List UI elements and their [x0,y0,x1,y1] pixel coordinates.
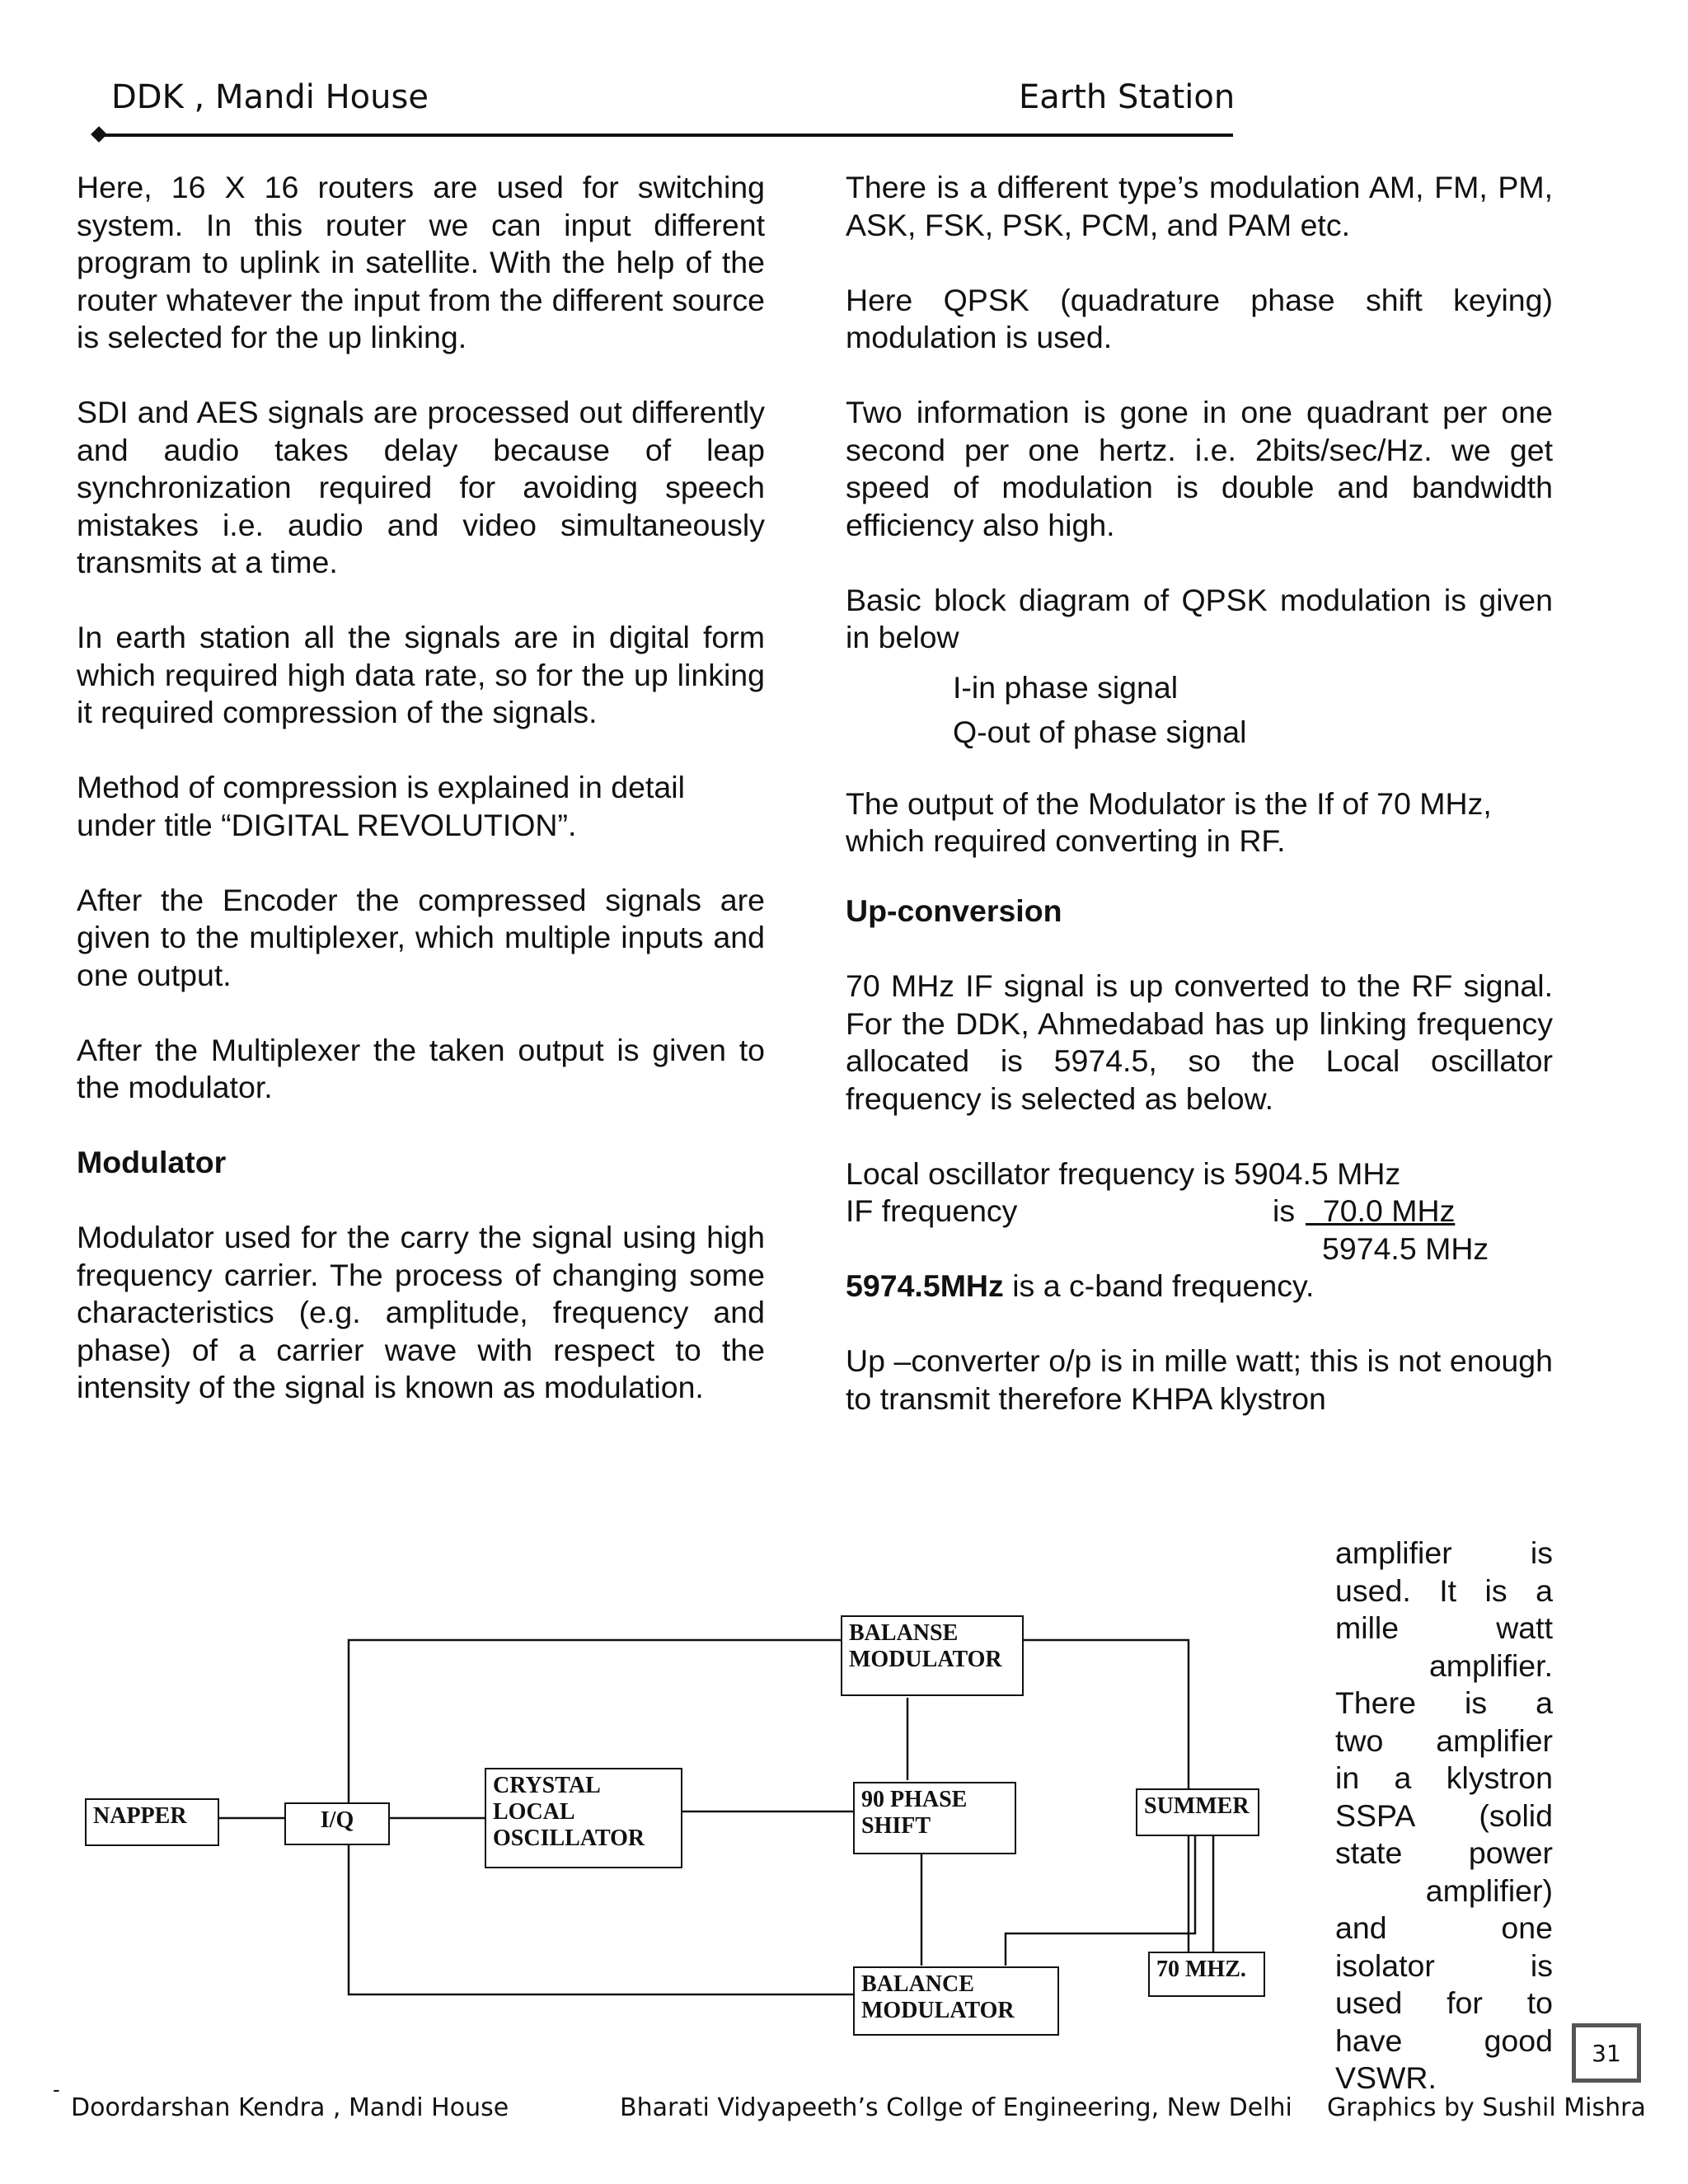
definition-i: I-in phase signal [953,669,1179,705]
paragraph-sdi-aes: SDI and AES signals are processed out differently and audio takes delay because of leap synchronization required for avoiding speech mistakes i.e. audio and video simultaneously transmits at a time. [77,395,765,579]
mhz70-box: 70 MHZ. [1148,1952,1265,1997]
paragraph-modulator-output: The output of the Modulator is the If of 70 MHz, which required converting in RF. [846,785,1492,858]
lo-calculation [846,1155,1553,1305]
footer-right: Graphics by Sushil Mishra [1327,2093,1646,2122]
qpsk-block-diagram [66,1566,1319,2060]
wrap-line: SSPA (solid [1335,1797,1553,1833]
footer-left: Doordarshan Kendra , Mandi House [71,2093,509,2122]
footer-middle: Bharati Vidyapeeth’s Collge of Engineering, New Delhi [620,2093,1292,2122]
if-frequency-label: IF frequency [846,1193,1018,1228]
wrap-line: amplifier) [1425,1872,1553,1908]
header-right: Earth Station [1019,78,1236,116]
wrapped-text [1335,1535,1553,2097]
left-column [77,169,765,1444]
page-number: 31 [1572,2023,1641,2083]
paragraph-routers: Here, 16 X 16 routers are used for switching system. In this router we can input different program to uplink in satellite. With the help of the router whatever the input from the different source is selected for the up linking. [77,170,765,354]
iq-box: I/Q [284,1802,390,1845]
wrap-line: have good [1335,2022,1553,2058]
heading-upconversion: Up-conversion [846,893,1062,928]
qpsk-definitions [846,665,1553,754]
sum-frequency-value: 5974.5 MHz [1322,1230,1489,1266]
paragraph-modulation-types: There is a different type’s modulation AM, FM, PM, ASK, FSK, PSK, PCM, and PAM etc. [846,170,1553,242]
diagram-connectors [66,1566,1319,2060]
summer-box: SUMMER [1136,1788,1259,1836]
paragraph-encoder: After the Encoder the compressed signals are given to the multiplexer, which multiple inputs and one output. [77,882,765,992]
wrap-line: VSWR. [1335,2060,1437,2095]
balanse-modulator-box: BALANSE MODULATOR [841,1615,1024,1696]
phase-shift-box: 90 PHASE SHIFT [853,1782,1016,1854]
wrap-line: amplifier is [1335,1535,1553,1570]
lo-frequency-line: Local oscillator frequency is 5904.5 MHz [846,1155,1401,1191]
paragraph-qpsk: Here QPSK (quadrature phase shift keying) modulation is used. [846,282,1553,354]
right-column [846,169,1553,1418]
header-diamond-bullet [91,126,107,143]
balance-modulator-box: BALANCE MODULATOR [853,1966,1059,2036]
header-left: DDK , Mandi House [111,78,429,116]
wrap-line: in a klystron [1335,1760,1553,1795]
wrap-line: two amplifier [1335,1722,1553,1758]
if-frequency-value: 70.0 MHz [1322,1193,1456,1228]
wrap-line: amplifier. [1428,1647,1553,1683]
wrap-line: used for to [1335,1985,1553,2020]
wrap-line: used. It is a [1335,1572,1553,1608]
paragraph-block-diagram-intro: Basic block diagram of QPSK modulation is given in below [846,582,1553,654]
crystal-oscillator-box: CRYSTAL LOCAL OSCILLATOR [485,1768,682,1868]
definition-q: Q-out of phase signal [953,714,1247,749]
paragraph-compression: Method of compression is explained in detail under title “DIGITAL REVOLUTION”. [77,770,685,842]
paragraph-khpa: Up –converter o/p is in mille watt; this is not enough to transmit therefore KHPA klystron [846,1343,1553,1416]
heading-modulator: Modulator [77,1145,227,1179]
wrap-line: state power [1335,1835,1553,1870]
paragraph-multiplexer: After the Multiplexer the taken output is given to the modulator. [77,1032,765,1104]
if-is-word: is [1273,1193,1296,1228]
wrap-line: mille watt [1335,1610,1553,1645]
header-rule [99,134,1233,137]
paragraph-modulator: Modulator used for the carry the signal using high frequency carrier. The process of changing some characteristics (e.g. amplitude, frequency and phase) of a carrier wave with respect to the intensity of the signal is known as modulation. [77,1220,765,1404]
c-band-line: 5974.5MHz is a c-band frequency. [846,1268,1315,1303]
paragraph-digital-form: In earth station all the signals are in digital form which required high data rate, so for the up linking it required compression of the signals. [77,620,765,729]
paragraph-upconversion: 70 MHz IF signal is up converted to the RF signal. For the DDK, Ahmedabad has up linking frequency allocated is 5974.5, so the Local oscillator frequency is selected as below. [846,968,1553,1116]
napper-box: NAPPER [85,1798,219,1846]
footer-dash: - [53,2077,60,2102]
wrap-line: and one [1335,1910,1553,1945]
wrap-line: isolator is [1335,1947,1553,1983]
wrap-line: There is a [1335,1685,1553,1720]
paragraph-two-information: Two information is gone in one quadrant per one second per one hertz. i.e. 2bits/sec/Hz. we get speed of modulation is double and bandwidth efficiency also high. [846,395,1553,542]
